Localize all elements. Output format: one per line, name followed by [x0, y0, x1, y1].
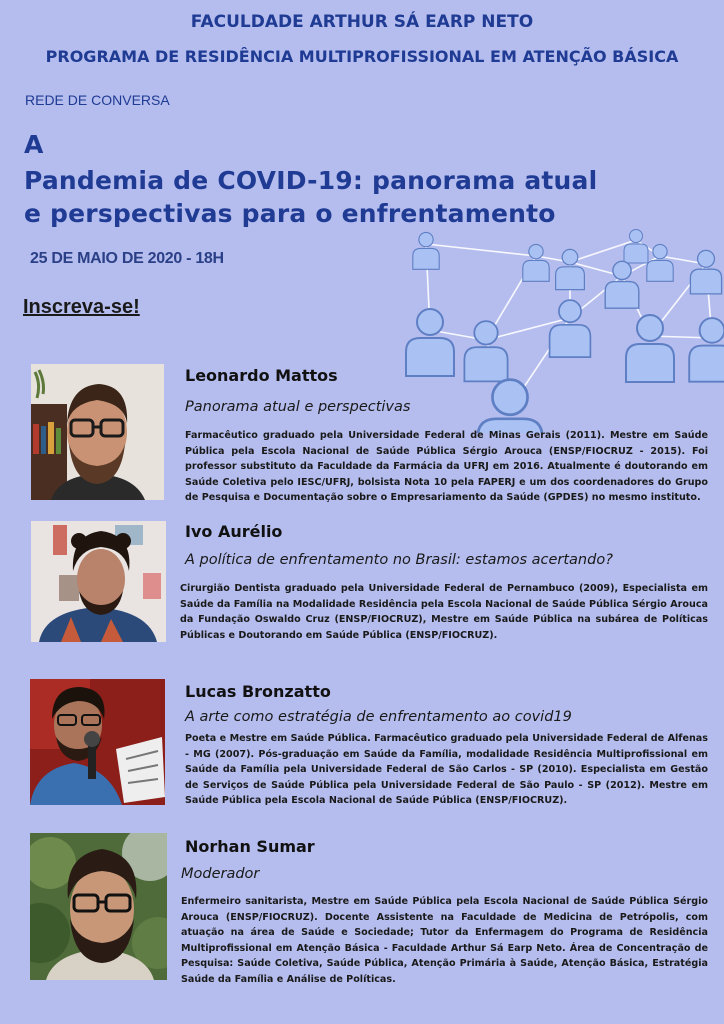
- event-title-line-3: e perspectivas para o enfrentamento: [24, 199, 556, 228]
- person-icon: [690, 250, 721, 294]
- speaker-bio: Poeta e Mestre em Saúde Pública. Farmacêutico graduado pela Universidade Federal de Alfenas - MG (2007). Pós-graduação em Saúde da Família, modalidade Residência Multiprofissional em Saúde da Família pela Universidade Federal de São Carlos - SP (2010). Especialista em Gestão de Serviços de Saúde Pública pela Universidade Federal de São Paulo - SP (2012). Mestre em Saúde Pública pela Escola Nacional de Saúde Pública (ENSP/FIOCRUZ).: [185, 733, 708, 807]
- speaker-name: Leonardo Mattos: [185, 366, 338, 385]
- network-link: [426, 244, 536, 256]
- speaker-topic: Moderador: [181, 866, 260, 882]
- speaker-name: Norhan Sumar: [185, 837, 315, 856]
- event-date: 25 DE MAIO DE 2020 - 18H: [30, 250, 224, 267]
- person-icon: [406, 309, 454, 376]
- person-icon: [605, 261, 639, 308]
- speaker-bio: Enfermeiro sanitarista, Mestre em Saúde Pública pela Escola Nacional de Saúde Pública Sérgio Arouca (ENSP/FIOCRUZ). Docente Assistente na Faculdade de Medicina de Petrópolis, com atuação na área de Saúde e Sociedade; Tutor da Enfermagem do Programa de Residência Multiprofissional em Atenção Básica - Faculdade Arthur Sá Earp Neto. Área de Concentração de Pesquisa: Saúde Coletiva, Saúde Pública, Atenção Primária à Saúde, Atenção Básica, Estratégia Saúde da Família e Análise de Políticas.: [181, 896, 708, 985]
- event-kicker: REDE DE CONVERSA: [25, 92, 170, 108]
- speaker-photo-norhan: [30, 833, 167, 980]
- speaker-topic: A política de enfrentamento no Brasil: estamos acertando?: [185, 552, 613, 568]
- person-icon: [523, 244, 549, 281]
- event-title-line-2: Pandemia de COVID-19: panorama atual: [24, 166, 598, 195]
- speaker-name: Ivo Aurélio: [185, 522, 283, 541]
- speaker-topic: Panorama atual e perspectivas: [185, 399, 411, 415]
- program-name: PROGRAMA DE RESIDÊNCIA MULTIPROFISSIONAL EM ATENÇÃO BÁSICA: [45, 47, 679, 66]
- person-icon: [624, 230, 648, 264]
- person-icon: [413, 232, 439, 269]
- speaker-photo-lucas: [30, 679, 165, 805]
- event-title-line-1: A: [24, 130, 44, 159]
- person-icon: [626, 315, 674, 382]
- institution-name: FACULDADE ARTHUR SÁ EARP NETO: [190, 12, 534, 32]
- person-icon: [464, 321, 507, 381]
- speaker-photo-leonardo: [31, 364, 164, 500]
- speaker-bio: Farmacêutico graduado pela Universidade Federal de Minas Gerais (2011). Mestre em Saúde Pública pela Escola Nacional de Saúde Pública Sérgio Arouca (ENSP/FIOCRUZ - 2015). Foi professor substituto da Faculdade da Farmácia da UFRJ em 2016. Atualmente é doutorando em Saúde Coletiva pelo IESC/UFRJ, bolsista Nota 10 pela FAPERJ e um dos coordenadores do Grupo de Pesquisa e Documentação sobre o Empresariamento da Saúde (GPDES) no mesmo instituto.: [185, 430, 708, 504]
- speaker-topic: A arte como estratégia de enfrentamento ao covid19: [185, 709, 572, 725]
- people-network-illustration: [390, 218, 724, 433]
- speaker-photo-ivo: [31, 521, 166, 642]
- person-icon: [550, 300, 591, 357]
- signup-link[interactable]: Inscreva-se!: [23, 296, 140, 318]
- person-icon: [556, 249, 585, 289]
- person-icon: [478, 380, 543, 433]
- speaker-name: Lucas Bronzatto: [185, 682, 331, 701]
- person-icon: [689, 318, 724, 382]
- speaker-bio: Cirurgião Dentista graduado pela Universidade Federal de Pernambuco (2009), Especialista em Saúde da Família na Modalidade Residência pela Escola Nacional de Saúde Pública Sérgio Arouca da Fundação Oswaldo Cruz (ENSP/FIOCRUZ), Mestre em Saúde Pública na subárea de Políticas Públicas e Doutorando em Saúde Pública (ENSP/FIOCRUZ).: [180, 583, 708, 641]
